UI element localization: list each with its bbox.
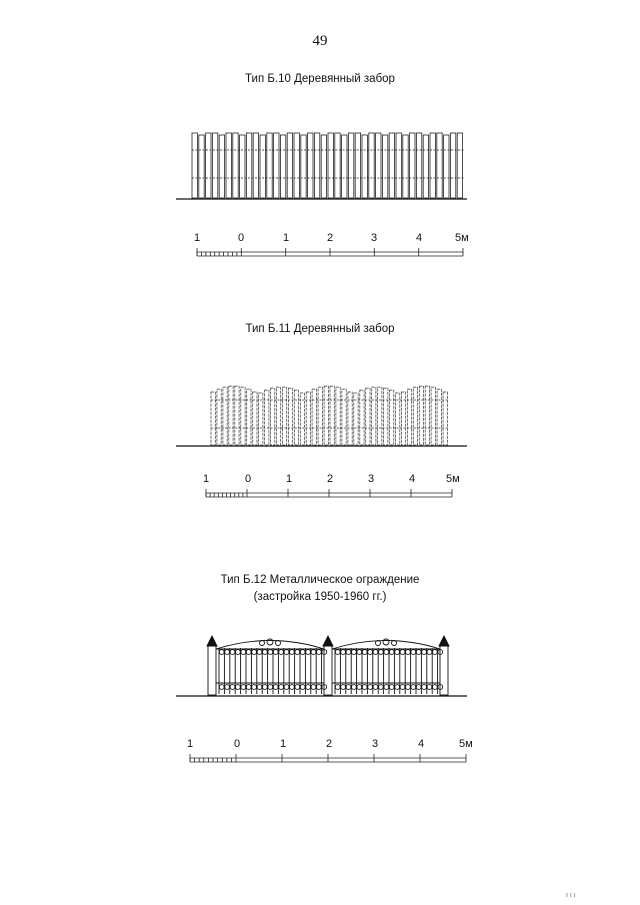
scale-label: 1 [286,473,293,485]
scale-label: 5м [446,473,460,485]
fence-board [336,387,340,445]
fence-board [437,389,441,445]
fence-board [360,390,364,445]
fence-board [378,387,382,445]
caption-b10: Тип Б.10 Деревянный забор [245,73,395,85]
fence-board [366,388,370,445]
fence-board [253,133,258,198]
fence-board [219,135,224,198]
scale-label: 4 [418,738,425,750]
fence-board [226,133,231,198]
scale-label: 0 [238,232,245,244]
fence-board [372,387,376,445]
fence-board [300,393,304,445]
fence-board [403,135,408,198]
scale-label: 2 [327,473,334,485]
fence-board [199,135,204,198]
fence-board [324,386,328,445]
fence-board [265,390,269,445]
fence-board [389,133,394,198]
fence-board [212,133,217,198]
fence-board [223,387,227,445]
fence-board [342,135,347,198]
fence-board [369,133,374,198]
fence-board [240,135,245,198]
fence-post [324,646,332,695]
fence-board [413,387,417,445]
scale-label: 1 [280,738,287,750]
scale-label: 5м [459,738,473,750]
fence-board [206,133,211,198]
scale-label: 5м [455,232,469,244]
fence-board [376,133,381,198]
scale-bar-2 [206,489,452,497]
fence-board [384,388,388,445]
fence-board [382,135,387,198]
fence-board [241,387,245,445]
post-cap [207,636,217,646]
post-cap [323,636,333,646]
fence-board [342,389,346,445]
caption-b11: Тип Б.11 Деревянный забор [245,323,395,335]
fence-board [308,133,313,198]
fence-board [274,133,279,198]
fence-board [247,389,251,445]
fence-board [246,133,251,198]
scale-label: 0 [245,473,252,485]
fence-board [192,133,197,198]
fence-board [267,133,272,198]
fence-board [348,133,353,198]
fence-board [287,133,292,198]
footer-mark: ı ı ı [566,892,576,899]
scale-label: 1 [203,473,210,485]
scale-label: 1 [187,738,194,750]
fence-board [288,388,292,445]
fence-board [282,387,286,445]
fence-board [416,133,421,198]
scale-label: 1 [194,232,201,244]
fence-board [271,388,275,445]
fence-board [330,386,334,445]
caption-b12-line1: Тип Б.12 Металлическое ограждение [220,574,420,586]
fence-board [354,393,358,445]
fence-b11-drawing [211,386,449,445]
fence-board [229,386,233,445]
fence-board [314,133,319,198]
fence-board [396,393,400,445]
fence-board [233,133,238,198]
fence-board [457,133,462,198]
fence-board [335,133,340,198]
fence-b12-drawing [207,636,449,695]
scale-label: 3 [368,473,375,485]
fence-board [217,389,221,445]
fence-board [390,390,394,445]
fence-board [301,135,306,198]
scale-label: 3 [371,232,378,244]
fence-board [407,389,411,445]
caption-b12-line2: (застройка 1950-1960 гг.) [253,591,387,603]
fence-board [450,133,455,198]
fence-board [276,387,280,445]
scale-label: 0 [234,738,241,750]
fence-board [294,133,299,198]
post-cap [439,636,449,646]
fence-board [430,133,435,198]
fence-board [437,133,442,198]
fence-board [425,386,429,445]
fence-b10-drawing [192,133,464,198]
fence-board [444,135,449,198]
fence-board [419,386,423,445]
scale-label: 4 [416,232,423,244]
fence-board [328,133,333,198]
fence-board [362,135,367,198]
fence-post [208,646,216,695]
fence-board [321,135,326,198]
fence-board [396,133,401,198]
scale-label: 1 [283,232,290,244]
fence-board [410,133,415,198]
fence-board [280,135,285,198]
fence-board [235,386,239,445]
scale-bar-1 [197,248,463,256]
fence-post [440,646,448,695]
fence-board [318,387,322,445]
scale-label: 2 [326,738,333,750]
fence-board [312,389,316,445]
scale-label: 4 [409,473,416,485]
fence-board [355,133,360,198]
fence-board [259,393,263,445]
scale-bar-3 [190,754,466,762]
scale-label: 3 [372,738,379,750]
scale-label: 2 [327,232,334,244]
fence-board [431,387,435,445]
fence-board [294,390,298,445]
page-number: 49 [312,33,328,49]
fence-board [260,135,265,198]
fence-board [423,135,428,198]
